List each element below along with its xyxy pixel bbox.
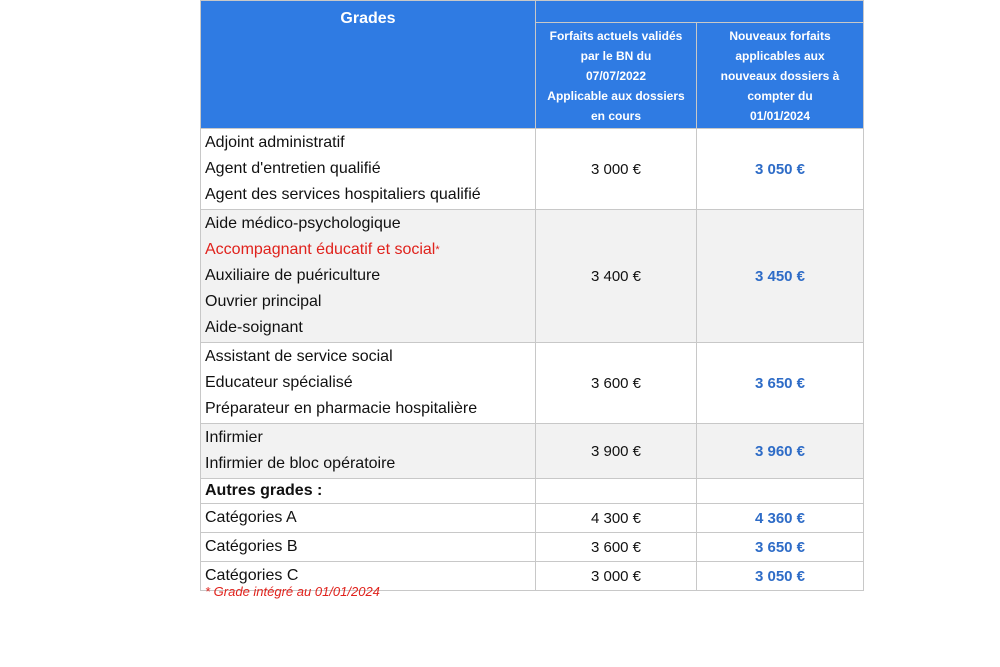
grade-name: Préparateur en pharmacie hospitalière bbox=[205, 400, 478, 417]
new-value: 3 960 € bbox=[697, 424, 864, 479]
new-value: 3 650 € bbox=[697, 533, 864, 562]
grade-list bbox=[201, 424, 536, 479]
empty-cell bbox=[536, 479, 697, 504]
new-value: 3 050 € bbox=[697, 129, 864, 210]
table-row bbox=[201, 504, 864, 533]
new-value: 3 450 € bbox=[697, 210, 864, 343]
new-value: 4 360 € bbox=[697, 504, 864, 533]
grade-list bbox=[201, 210, 536, 343]
current-value: 3 900 € bbox=[536, 424, 697, 479]
empty-cell bbox=[697, 479, 864, 504]
grade-name-new: Accompagnant éducatif et social* bbox=[205, 241, 440, 258]
current-value: 3 000 € bbox=[536, 562, 697, 591]
table-row bbox=[201, 129, 864, 210]
header-spacer bbox=[536, 1, 864, 23]
grade-name: Aide médico-psychologique bbox=[205, 215, 401, 232]
grade-name: Aide-soignant bbox=[205, 319, 303, 336]
table-row bbox=[201, 343, 864, 424]
new-value: 3 050 € bbox=[697, 562, 864, 591]
grade-list bbox=[201, 129, 536, 210]
section-row bbox=[201, 479, 864, 504]
forfaits-table bbox=[200, 0, 864, 591]
grade-name: Auxiliaire de puériculture bbox=[205, 267, 381, 284]
grade-name: Infirmier bbox=[205, 429, 263, 446]
grade-name: Agent des services hospitaliers qualifié bbox=[205, 186, 481, 203]
table-row bbox=[201, 210, 864, 343]
current-value: 3 400 € bbox=[536, 210, 697, 343]
footnote: * Grade intégré au 01/01/2024 bbox=[205, 584, 380, 599]
current-value: 4 300 € bbox=[536, 504, 697, 533]
table-row bbox=[201, 424, 864, 479]
current-value: 3 600 € bbox=[536, 533, 697, 562]
grade-name: Adjoint administratif bbox=[205, 134, 345, 151]
asterisk-mark: * bbox=[435, 244, 440, 256]
grade-name: Assistant de service social bbox=[205, 348, 393, 365]
current-forfaits-header: Forfaits actuels validés par le BN du 07/07/2022 Applicable aux dossiers en cours bbox=[536, 23, 697, 129]
grade-name: Ouvrier principal bbox=[205, 293, 322, 310]
new-forfaits-header: Nouveaux forfaits applicables aux nouveaux dossiers à compter du 01/01/2024 bbox=[697, 23, 864, 129]
grade-name: Educateur spécialisé bbox=[205, 374, 353, 391]
current-value: 3 600 € bbox=[536, 343, 697, 424]
table-row bbox=[201, 533, 864, 562]
grade-name: Agent d'entretien qualifié bbox=[205, 160, 381, 177]
grade-name: Infirmier de bloc opératoire bbox=[205, 455, 396, 472]
new-value: 3 650 € bbox=[697, 343, 864, 424]
other-grades-label: Autres grades : bbox=[201, 479, 536, 504]
grade-name: Catégories A bbox=[201, 504, 536, 533]
grade-list bbox=[201, 343, 536, 424]
grade-name: Catégories B bbox=[201, 533, 536, 562]
current-value: 3 000 € bbox=[536, 129, 697, 210]
grades-header: Grades bbox=[201, 1, 536, 129]
grade-name: Catégories C bbox=[201, 562, 536, 591]
